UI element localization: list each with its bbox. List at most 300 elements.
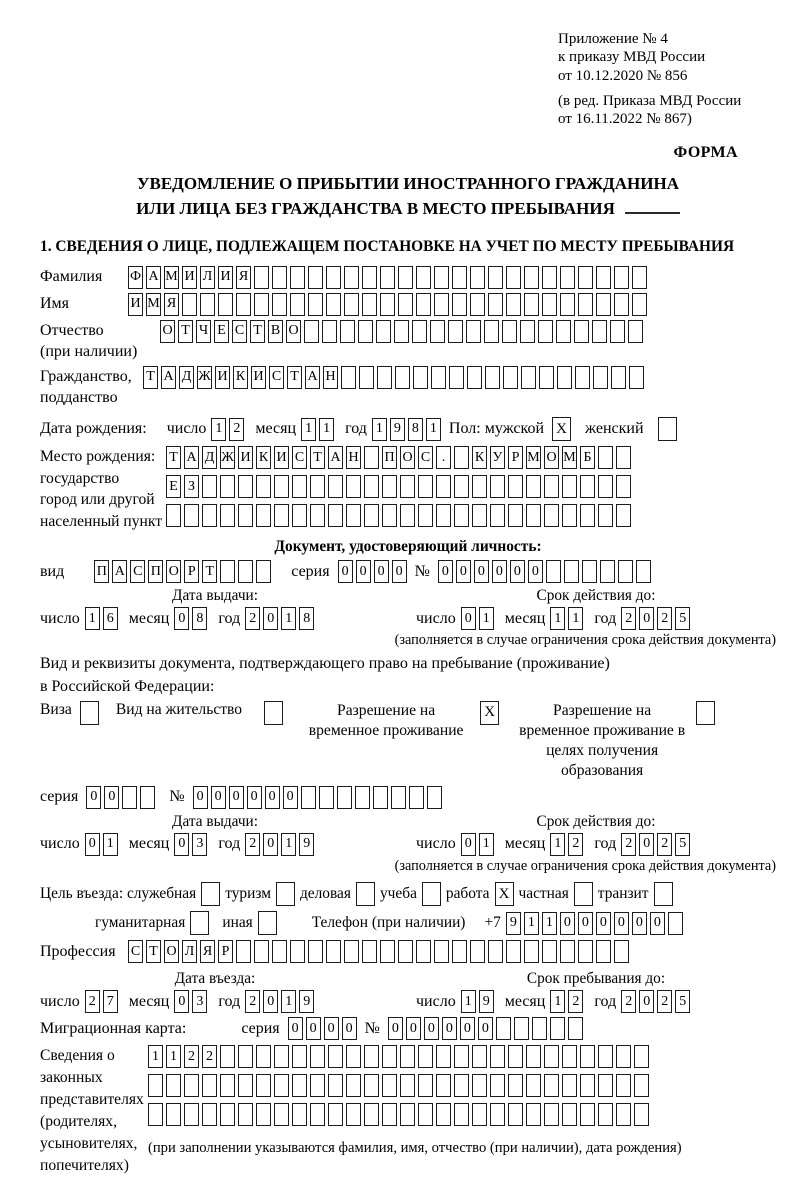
- legal-rep-row1-cell[interactable]: [220, 1045, 235, 1068]
- birth-place-row3-cell[interactable]: [310, 504, 325, 527]
- citizenship-cell[interactable]: [611, 366, 626, 389]
- patronymic-cell[interactable]: [610, 320, 625, 343]
- doc-issue-day-cell[interactable]: 1: [85, 607, 100, 630]
- legal-rep-row2-cell[interactable]: [274, 1074, 289, 1097]
- mk-series-cell[interactable]: 0: [342, 1017, 357, 1040]
- given-name-cell[interactable]: [596, 293, 611, 316]
- permit-valid-year-cell[interactable]: 2: [657, 833, 672, 856]
- legal-rep-row1-cell[interactable]: [526, 1045, 541, 1068]
- legal-rep-row1-cell[interactable]: [328, 1045, 343, 1068]
- mk-number-cell[interactable]: 0: [406, 1017, 421, 1040]
- citizenship-cell[interactable]: [629, 366, 644, 389]
- birth-place-row3-cell[interactable]: [508, 504, 523, 527]
- birth-place-row2-cell[interactable]: З: [184, 475, 199, 498]
- profession-cell[interactable]: [578, 940, 593, 963]
- legal-rep-row1-cell[interactable]: [256, 1045, 271, 1068]
- citizenship-cell[interactable]: [341, 366, 356, 389]
- doc-valid-year-cell[interactable]: 2: [621, 607, 636, 630]
- birth-place-row1-cell[interactable]: М: [526, 446, 541, 469]
- surname-cell[interactable]: [344, 266, 359, 289]
- patronymic-cell[interactable]: Ч: [196, 320, 211, 343]
- legal-rep-row1-cell[interactable]: [400, 1045, 415, 1068]
- legal-rep-row3-cell[interactable]: [400, 1103, 415, 1126]
- permit-number-cell[interactable]: [355, 786, 370, 809]
- stay-day-cell[interactable]: 9: [479, 990, 494, 1013]
- birth-place-row2-cell[interactable]: [616, 475, 631, 498]
- legal-rep-row1-cell[interactable]: [310, 1045, 325, 1068]
- legal-rep-row2-cell[interactable]: [364, 1074, 379, 1097]
- birth-year-cell[interactable]: 9: [390, 418, 405, 441]
- doc-number-cell[interactable]: 0: [492, 560, 507, 583]
- patronymic-cell[interactable]: [556, 320, 571, 343]
- profession-cell[interactable]: [236, 940, 251, 963]
- patronymic-cell[interactable]: [394, 320, 409, 343]
- permit-issue-year-cell[interactable]: 1: [281, 833, 296, 856]
- phone-cell[interactable]: 1: [524, 912, 539, 935]
- citizenship-cell[interactable]: [377, 366, 392, 389]
- surname-cell[interactable]: М: [164, 266, 179, 289]
- doc-issue-year-cell[interactable]: 2: [245, 607, 260, 630]
- legal-rep-row3-cell[interactable]: [364, 1103, 379, 1126]
- patronymic-cell[interactable]: В: [268, 320, 283, 343]
- profession-cell[interactable]: [614, 940, 629, 963]
- patronymic-cell[interactable]: О: [286, 320, 301, 343]
- doc-series-cell[interactable]: 0: [356, 560, 371, 583]
- permit-valid-year-cell[interactable]: 2: [621, 833, 636, 856]
- birth-place-row2-cell[interactable]: [292, 475, 307, 498]
- birth-place-row3-cell[interactable]: [382, 504, 397, 527]
- purpose-work-checkbox[interactable]: X: [495, 882, 514, 906]
- citizenship-cell[interactable]: [359, 366, 374, 389]
- purpose-private-checkbox[interactable]: [574, 882, 593, 906]
- mk-number-cell[interactable]: [568, 1017, 583, 1040]
- doc-type-cell[interactable]: С: [130, 560, 145, 583]
- profession-cell[interactable]: [344, 940, 359, 963]
- citizenship-cell[interactable]: [431, 366, 446, 389]
- birth-place-row1-cell[interactable]: И: [238, 446, 253, 469]
- patronymic-cell[interactable]: [358, 320, 373, 343]
- surname-cell[interactable]: И: [218, 266, 233, 289]
- purpose-other-checkbox[interactable]: [258, 911, 277, 935]
- citizenship-cell[interactable]: Т: [287, 366, 302, 389]
- legal-rep-row1-cell[interactable]: [580, 1045, 595, 1068]
- doc-series-cell[interactable]: 0: [392, 560, 407, 583]
- permit-issue-day-cell[interactable]: 0: [85, 833, 100, 856]
- given-name-cell[interactable]: [218, 293, 233, 316]
- profession-cell[interactable]: Р: [218, 940, 233, 963]
- given-name-cell[interactable]: Я: [164, 293, 179, 316]
- purpose-transit-checkbox[interactable]: [654, 882, 673, 906]
- permit-issue-day-cell[interactable]: 1: [103, 833, 118, 856]
- legal-rep-row3-cell[interactable]: [598, 1103, 613, 1126]
- doc-number-cell[interactable]: [600, 560, 615, 583]
- doc-issue-month-cell[interactable]: 8: [192, 607, 207, 630]
- citizenship-cell[interactable]: [593, 366, 608, 389]
- legal-rep-row1-cell[interactable]: [454, 1045, 469, 1068]
- permit-number-cell[interactable]: 0: [283, 786, 298, 809]
- doc-number-cell[interactable]: 0: [474, 560, 489, 583]
- phone-cell[interactable]: 9: [506, 912, 521, 935]
- birth-place-row1-cell[interactable]: [364, 446, 379, 469]
- given-name-cell[interactable]: М: [146, 293, 161, 316]
- citizenship-cell[interactable]: К: [233, 366, 248, 389]
- birth-place-row1-cell[interactable]: Р: [508, 446, 523, 469]
- profession-cell[interactable]: Т: [146, 940, 161, 963]
- birth-place-row2-cell[interactable]: [346, 475, 361, 498]
- legal-rep-row1-cell[interactable]: 2: [184, 1045, 199, 1068]
- visa-checkbox[interactable]: [80, 701, 99, 725]
- phone-cell[interactable]: [668, 912, 683, 935]
- permit-issue-month-cell[interactable]: 3: [192, 833, 207, 856]
- doc-number-cell[interactable]: 0: [438, 560, 453, 583]
- stay-year-cell[interactable]: 5: [675, 990, 690, 1013]
- profession-cell[interactable]: [416, 940, 431, 963]
- legal-rep-row2-cell[interactable]: [472, 1074, 487, 1097]
- residence-permit-checkbox[interactable]: [264, 701, 283, 725]
- legal-rep-row2-cell[interactable]: [202, 1074, 217, 1097]
- citizenship-cell[interactable]: [557, 366, 572, 389]
- patronymic-cell[interactable]: С: [232, 320, 247, 343]
- phone-cell[interactable]: 0: [632, 912, 647, 935]
- given-name-cell[interactable]: [344, 293, 359, 316]
- legal-rep-row3-cell[interactable]: [418, 1103, 433, 1126]
- legal-rep-row1-cell[interactable]: [238, 1045, 253, 1068]
- patronymic-cell[interactable]: [484, 320, 499, 343]
- sex-male-checkbox[interactable]: X: [552, 417, 571, 441]
- birth-place-row2-cell[interactable]: [598, 475, 613, 498]
- patronymic-cell[interactable]: [304, 320, 319, 343]
- birth-place-row2-cell[interactable]: [238, 475, 253, 498]
- stay-year-cell[interactable]: 2: [657, 990, 672, 1013]
- doc-number-cell[interactable]: [618, 560, 633, 583]
- permit-series-cell[interactable]: [122, 786, 137, 809]
- phone-cell[interactable]: 0: [596, 912, 611, 935]
- birth-place-row2-cell[interactable]: [220, 475, 235, 498]
- patronymic-cell[interactable]: [502, 320, 517, 343]
- surname-cell[interactable]: [416, 266, 431, 289]
- doc-type-cell[interactable]: О: [166, 560, 181, 583]
- legal-rep-row1-cell[interactable]: 1: [166, 1045, 181, 1068]
- doc-type-cell[interactable]: П: [94, 560, 109, 583]
- legal-rep-row2-cell[interactable]: [238, 1074, 253, 1097]
- legal-rep-row1-cell[interactable]: [490, 1045, 505, 1068]
- birth-place-row2-cell[interactable]: [562, 475, 577, 498]
- legal-rep-row1-cell[interactable]: [292, 1045, 307, 1068]
- surname-cell[interactable]: [560, 266, 575, 289]
- doc-number-cell[interactable]: [546, 560, 561, 583]
- doc-issue-year-cell[interactable]: 0: [263, 607, 278, 630]
- surname-cell[interactable]: [542, 266, 557, 289]
- patronymic-cell[interactable]: Т: [250, 320, 265, 343]
- profession-cell[interactable]: [290, 940, 305, 963]
- purpose-study-checkbox[interactable]: [422, 882, 441, 906]
- birth-place-row1-cell[interactable]: Ж: [220, 446, 235, 469]
- citizenship-cell[interactable]: [395, 366, 410, 389]
- birth-place-row3-cell[interactable]: [346, 504, 361, 527]
- birth-place-row3-cell[interactable]: [418, 504, 433, 527]
- legal-rep-row3-cell[interactable]: [166, 1103, 181, 1126]
- phone-cell[interactable]: 0: [560, 912, 575, 935]
- mk-number-cell[interactable]: 0: [478, 1017, 493, 1040]
- surname-cell[interactable]: [506, 266, 521, 289]
- doc-series-cell[interactable]: 0: [374, 560, 389, 583]
- birth-place-row2-cell[interactable]: [310, 475, 325, 498]
- citizenship-cell[interactable]: [503, 366, 518, 389]
- legal-rep-row3-cell[interactable]: [508, 1103, 523, 1126]
- legal-rep-row3-cell[interactable]: [472, 1103, 487, 1126]
- citizenship-cell[interactable]: И: [251, 366, 266, 389]
- given-name-cell[interactable]: [506, 293, 521, 316]
- birth-place-row2-cell[interactable]: [472, 475, 487, 498]
- given-name-cell[interactable]: [452, 293, 467, 316]
- purpose-business-checkbox[interactable]: [356, 882, 375, 906]
- given-name-cell[interactable]: [542, 293, 557, 316]
- legal-rep-row3-cell[interactable]: [238, 1103, 253, 1126]
- legal-rep-row2-cell[interactable]: [634, 1074, 649, 1097]
- birth-place-row3-cell[interactable]: [490, 504, 505, 527]
- doc-valid-month-cell[interactable]: 1: [568, 607, 583, 630]
- profession-cell[interactable]: [272, 940, 287, 963]
- mk-number-cell[interactable]: [550, 1017, 565, 1040]
- profession-cell[interactable]: Л: [182, 940, 197, 963]
- surname-cell[interactable]: [290, 266, 305, 289]
- citizenship-cell[interactable]: [413, 366, 428, 389]
- phone-cell[interactable]: 0: [614, 912, 629, 935]
- mk-number-cell[interactable]: 0: [424, 1017, 439, 1040]
- stay-year-cell[interactable]: 0: [639, 990, 654, 1013]
- doc-valid-year-cell[interactable]: 0: [639, 607, 654, 630]
- legal-rep-row2-cell[interactable]: [544, 1074, 559, 1097]
- legal-rep-row2-cell[interactable]: [346, 1074, 361, 1097]
- mk-number-cell[interactable]: [532, 1017, 547, 1040]
- legal-rep-row1-cell[interactable]: [562, 1045, 577, 1068]
- mk-number-cell[interactable]: 0: [442, 1017, 457, 1040]
- legal-rep-row3-cell[interactable]: [148, 1103, 163, 1126]
- birth-place-row1-cell[interactable]: И: [274, 446, 289, 469]
- permit-valid-year-cell[interactable]: 5: [675, 833, 690, 856]
- surname-cell[interactable]: [578, 266, 593, 289]
- permit-number-cell[interactable]: [427, 786, 442, 809]
- patronymic-cell[interactable]: [628, 320, 643, 343]
- patronymic-cell[interactable]: [574, 320, 589, 343]
- surname-cell[interactable]: Я: [236, 266, 251, 289]
- permit-issue-year-cell[interactable]: 9: [299, 833, 314, 856]
- legal-rep-row1-cell[interactable]: [508, 1045, 523, 1068]
- legal-rep-row2-cell[interactable]: [562, 1074, 577, 1097]
- birth-month-cell[interactable]: 1: [301, 418, 316, 441]
- birth-place-row2-cell[interactable]: [580, 475, 595, 498]
- permit-number-cell[interactable]: [391, 786, 406, 809]
- birth-place-row2-cell[interactable]: [436, 475, 451, 498]
- birth-place-row2-cell[interactable]: [202, 475, 217, 498]
- profession-cell[interactable]: [470, 940, 485, 963]
- mk-series-cell[interactable]: 0: [324, 1017, 339, 1040]
- birth-place-row2-cell[interactable]: [256, 475, 271, 498]
- birth-place-row2-cell[interactable]: [508, 475, 523, 498]
- profession-cell[interactable]: [380, 940, 395, 963]
- legal-rep-row2-cell[interactable]: [310, 1074, 325, 1097]
- doc-valid-year-cell[interactable]: 5: [675, 607, 690, 630]
- birth-year-cell[interactable]: 1: [426, 418, 441, 441]
- permit-issue-month-cell[interactable]: 0: [174, 833, 189, 856]
- birth-place-row1-cell[interactable]: М: [562, 446, 577, 469]
- given-name-cell[interactable]: [614, 293, 629, 316]
- birth-place-row1-cell[interactable]: Т: [166, 446, 181, 469]
- permit-issue-year-cell[interactable]: 0: [263, 833, 278, 856]
- mk-series-cell[interactable]: 0: [306, 1017, 321, 1040]
- citizenship-cell[interactable]: Ж: [197, 366, 212, 389]
- birth-place-row1-cell[interactable]: П: [382, 446, 397, 469]
- entry-year-cell[interactable]: 9: [299, 990, 314, 1013]
- patronymic-cell[interactable]: [430, 320, 445, 343]
- legal-rep-row2-cell[interactable]: [490, 1074, 505, 1097]
- birth-place-row2-cell[interactable]: [382, 475, 397, 498]
- citizenship-cell[interactable]: А: [161, 366, 176, 389]
- birth-place-row1-cell[interactable]: [454, 446, 469, 469]
- stay-month-cell[interactable]: 2: [568, 990, 583, 1013]
- permit-number-cell[interactable]: [301, 786, 316, 809]
- phone-cell[interactable]: 1: [542, 912, 557, 935]
- entry-year-cell[interactable]: 0: [263, 990, 278, 1013]
- mk-number-cell[interactable]: [514, 1017, 529, 1040]
- given-name-cell[interactable]: [182, 293, 197, 316]
- legal-rep-row1-cell[interactable]: [346, 1045, 361, 1068]
- given-name-cell[interactable]: [470, 293, 485, 316]
- permit-series-cell[interactable]: [140, 786, 155, 809]
- surname-cell[interactable]: [614, 266, 629, 289]
- permit-valid-day-cell[interactable]: 1: [479, 833, 494, 856]
- birth-place-row1-cell[interactable]: [616, 446, 631, 469]
- given-name-cell[interactable]: [560, 293, 575, 316]
- birth-place-row1-cell[interactable]: А: [328, 446, 343, 469]
- profession-cell[interactable]: [326, 940, 341, 963]
- sex-female-checkbox[interactable]: [658, 417, 677, 441]
- birth-place-row3-cell[interactable]: [598, 504, 613, 527]
- permit-number-cell[interactable]: 0: [193, 786, 208, 809]
- mk-series-cell[interactable]: 0: [288, 1017, 303, 1040]
- legal-rep-row3-cell[interactable]: [256, 1103, 271, 1126]
- patronymic-cell[interactable]: Т: [178, 320, 193, 343]
- surname-cell[interactable]: [254, 266, 269, 289]
- doc-valid-day-cell[interactable]: 0: [461, 607, 476, 630]
- birth-place-row3-cell[interactable]: [256, 504, 271, 527]
- legal-rep-row3-cell[interactable]: [526, 1103, 541, 1126]
- legal-rep-row1-cell[interactable]: [472, 1045, 487, 1068]
- birth-year-cell[interactable]: 8: [408, 418, 423, 441]
- legal-rep-row2-cell[interactable]: [580, 1074, 595, 1097]
- birth-year-cell[interactable]: 1: [372, 418, 387, 441]
- surname-cell[interactable]: [434, 266, 449, 289]
- legal-rep-row2-cell[interactable]: [328, 1074, 343, 1097]
- legal-rep-row1-cell[interactable]: [616, 1045, 631, 1068]
- patronymic-cell[interactable]: [340, 320, 355, 343]
- doc-number-cell[interactable]: 0: [510, 560, 525, 583]
- stay-year-cell[interactable]: 2: [621, 990, 636, 1013]
- legal-rep-row3-cell[interactable]: [634, 1103, 649, 1126]
- permit-valid-month-cell[interactable]: 1: [550, 833, 565, 856]
- given-name-cell[interactable]: [488, 293, 503, 316]
- permit-issue-year-cell[interactable]: 2: [245, 833, 260, 856]
- birth-place-row2-cell[interactable]: [418, 475, 433, 498]
- citizenship-cell[interactable]: Н: [323, 366, 338, 389]
- profession-cell[interactable]: [308, 940, 323, 963]
- birth-place-row3-cell[interactable]: [544, 504, 559, 527]
- surname-cell[interactable]: [488, 266, 503, 289]
- legal-rep-row1-cell[interactable]: [274, 1045, 289, 1068]
- purpose-humanitarian-checkbox[interactable]: [190, 911, 209, 935]
- given-name-cell[interactable]: [308, 293, 323, 316]
- birth-place-row3-cell[interactable]: [400, 504, 415, 527]
- citizenship-cell[interactable]: [521, 366, 536, 389]
- mk-number-cell[interactable]: [496, 1017, 511, 1040]
- legal-rep-row2-cell[interactable]: [220, 1074, 235, 1097]
- birth-place-row1-cell[interactable]: К: [472, 446, 487, 469]
- legal-rep-row3-cell[interactable]: [490, 1103, 505, 1126]
- legal-rep-row2-cell[interactable]: [526, 1074, 541, 1097]
- birth-place-row3-cell[interactable]: [526, 504, 541, 527]
- birth-place-row2-cell[interactable]: [544, 475, 559, 498]
- citizenship-cell[interactable]: Д: [179, 366, 194, 389]
- legal-rep-row2-cell[interactable]: [616, 1074, 631, 1097]
- given-name-cell[interactable]: [290, 293, 305, 316]
- legal-rep-row2-cell[interactable]: [184, 1074, 199, 1097]
- birth-place-row3-cell[interactable]: [274, 504, 289, 527]
- profession-cell[interactable]: [560, 940, 575, 963]
- given-name-cell[interactable]: [524, 293, 539, 316]
- given-name-cell[interactable]: [326, 293, 341, 316]
- surname-cell[interactable]: [632, 266, 647, 289]
- entry-year-cell[interactable]: 2: [245, 990, 260, 1013]
- surname-cell[interactable]: [398, 266, 413, 289]
- given-name-cell[interactable]: И: [128, 293, 143, 316]
- doc-type-cell[interactable]: Т: [202, 560, 217, 583]
- legal-rep-row3-cell[interactable]: [202, 1103, 217, 1126]
- citizenship-cell[interactable]: [539, 366, 554, 389]
- legal-rep-row2-cell[interactable]: [436, 1074, 451, 1097]
- permit-number-cell[interactable]: 0: [265, 786, 280, 809]
- legal-rep-row3-cell[interactable]: [544, 1103, 559, 1126]
- patronymic-cell[interactable]: [466, 320, 481, 343]
- citizenship-cell[interactable]: [485, 366, 500, 389]
- birth-place-row3-cell[interactable]: [238, 504, 253, 527]
- legal-rep-row3-cell[interactable]: [292, 1103, 307, 1126]
- temp-residence-edu-checkbox[interactable]: [696, 701, 715, 725]
- doc-issue-year-cell[interactable]: 8: [299, 607, 314, 630]
- legal-rep-row2-cell[interactable]: [508, 1074, 523, 1097]
- doc-type-cell[interactable]: А: [112, 560, 127, 583]
- patronymic-cell[interactable]: [448, 320, 463, 343]
- legal-rep-row2-cell[interactable]: [166, 1074, 181, 1097]
- legal-rep-row1-cell[interactable]: [364, 1045, 379, 1068]
- legal-rep-row3-cell[interactable]: [346, 1103, 361, 1126]
- doc-number-cell[interactable]: 0: [456, 560, 471, 583]
- birth-place-row1-cell[interactable]: Т: [310, 446, 325, 469]
- permit-number-cell[interactable]: 0: [247, 786, 262, 809]
- legal-rep-row1-cell[interactable]: [598, 1045, 613, 1068]
- surname-cell[interactable]: [362, 266, 377, 289]
- birth-place-row3-cell[interactable]: [220, 504, 235, 527]
- profession-cell[interactable]: [434, 940, 449, 963]
- stay-day-cell[interactable]: 1: [461, 990, 476, 1013]
- doc-issue-year-cell[interactable]: 1: [281, 607, 296, 630]
- surname-cell[interactable]: [524, 266, 539, 289]
- legal-rep-row2-cell[interactable]: [418, 1074, 433, 1097]
- legal-rep-row2-cell[interactable]: [382, 1074, 397, 1097]
- given-name-cell[interactable]: [254, 293, 269, 316]
- profession-cell[interactable]: [524, 940, 539, 963]
- legal-rep-row3-cell[interactable]: [382, 1103, 397, 1126]
- given-name-cell[interactable]: [362, 293, 377, 316]
